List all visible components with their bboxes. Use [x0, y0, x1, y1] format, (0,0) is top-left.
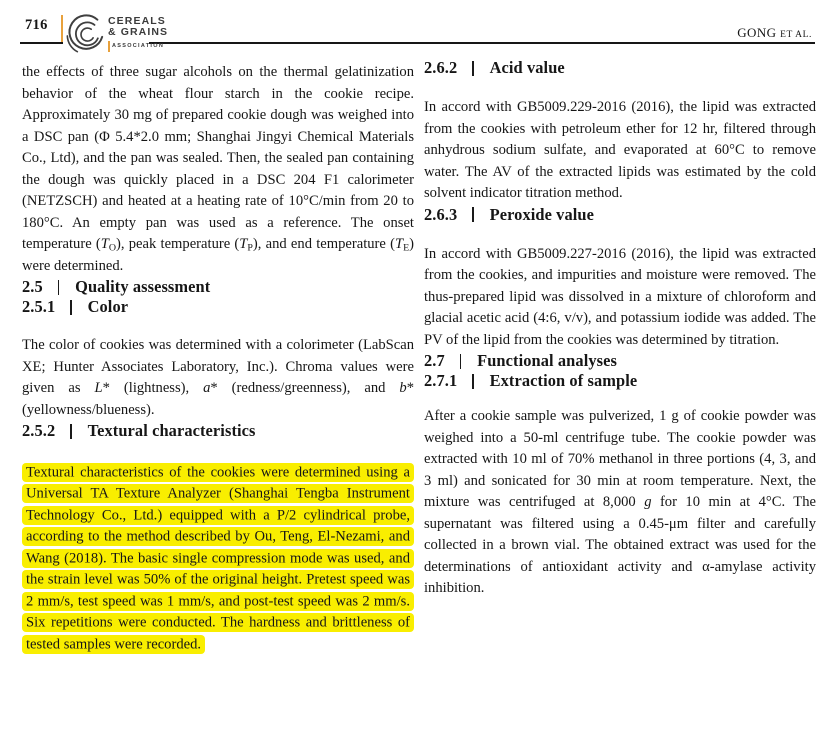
- section-number: 2.6.2: [424, 58, 458, 77]
- paragraph-extraction: After a cookie sample was pulverized, 1 g of cookie powder was weighed into a 50-ml centrifuge tube. The cookie powder was extracted with 10 ml of 70% methanol in three portions (4, 3, and 3 ml) and sonicated for 30 min at room temperature. Next, the mixture was centrifuged at 8,000 g for 10 min at 4°C. The supernatant was filtered using a 0.45-μm filter and carefully collected in a brown vial. The obtained extract was used for the determinations of antioxidant activity and α-amylase activity inhibition.: [424, 408, 816, 596]
- section-heading-2-5: [22, 277, 414, 297]
- section-heading-2-5-2: [22, 421, 414, 441]
- heading-divider: [460, 354, 461, 369]
- running-head-authors: [737, 25, 812, 41]
- section-number: 2.5.2: [22, 421, 56, 440]
- section-number: 2.7.1: [424, 371, 458, 390]
- section-number: 2.5.1: [22, 297, 56, 316]
- heading-divider: [472, 207, 473, 222]
- heading-divider: [70, 424, 71, 439]
- logo-line-association: ASSOCIATION: [108, 41, 168, 52]
- journal-logo: [64, 13, 168, 55]
- section-heading-2-7: [424, 351, 816, 371]
- paragraph-dsc-method: the effects of three sugar alcohols on the thermal gelatinization behavior of the wheat flour starch in the cookie recipe. Approximately 30 mg of prepared cookie dough was weighed into a DSC pan (Φ 5.4*2.0 mm; Shanghai Jingyi Chemical Materials Co., Ltd), and the pan was sealed. Then, the sealed pan containing the dough was quickly placed in a DSC 204 F1 calorimeter (NETZSCH) and heated at a heating rate of 10°C/min from 20 to 180°C. An empty pan was used as a reference. The onset temperature $(T_O)$, peak temperature $(T_P)$, and end temperature $(T_E)$ were determined.: [22, 64, 415, 274]
- left-column: [22, 58, 414, 656]
- heading-divider: [472, 61, 473, 76]
- highlighted-text: Textural characteristics of the cookies were determined using a Universal TA Texture Analyzer (Shanghai Tengba Instrument Technology Co., Ltd.) equipped with a P/2 cylindrical probe, according to the method described by Ou, Teng, El-Nezami, and Wang (2018). The basic single compression mode was used, and the strain level was 50% of the original height. Pretest speed was 2 mm/s, test speed was 1 mm/s, and post-test speed was 2 mm/s. Six repetitions were conducted. The hardness and brittleness of tested samples were recorded.: [22, 463, 414, 654]
- cereals-grains-swirl-icon: [64, 13, 106, 55]
- section-title: Quality assessment: [75, 277, 211, 296]
- section-heading-2-6-3: [424, 205, 816, 225]
- section-heading-2-5-1: [22, 297, 414, 317]
- heading-divider: [70, 300, 71, 315]
- right-column: [424, 58, 816, 600]
- section-heading-2-6-2: [424, 58, 816, 78]
- paragraph-texture-highlighted: [22, 462, 414, 656]
- header-rule-left: [20, 42, 63, 44]
- section-heading-2-7-1: [424, 371, 816, 391]
- section-title: Color: [87, 297, 129, 316]
- logo-line-cereals: CEREALS: [108, 15, 166, 27]
- section-number: 2.7: [424, 351, 445, 370]
- section-title: Textural characteristics: [87, 421, 256, 440]
- section-title: Functional analyses: [477, 351, 617, 370]
- logo-line-grains: & GRAINS: [108, 26, 169, 38]
- header-divider-bar: [61, 15, 63, 42]
- paragraph-acid-value: In accord with GB5009.229-2016 (2016), the lipid was extracted from the cookies with petroleum ether for 12 hr, filtered through anhydrous sodium sulfate, and evaporated at 60°C to remove water. The AV of the extracted lipids was estimated by the cold solvent indicator titration method.: [424, 99, 816, 201]
- section-number: 2.6.3: [424, 204, 458, 224]
- running-head-etal: ET AL.: [780, 30, 812, 40]
- section-title: Acid value: [489, 58, 565, 77]
- running-head-author: GONG: [737, 25, 777, 40]
- page-number: 716: [25, 17, 48, 33]
- heading-divider: [472, 374, 473, 389]
- header-rule-right: [149, 42, 815, 44]
- journal-logo-text: [108, 16, 168, 55]
- section-title: Peroxide value: [489, 204, 595, 224]
- section-title: Extraction of sample: [489, 371, 638, 390]
- paragraph-color: The color of cookies was determined with a colorimeter (LabScan XE; Hunter Associates Laboratory, Inc.). Chroma values were given as L* (lightness), a* (redness/greenness), and b* (yellowness/blueness).: [22, 337, 414, 418]
- paragraph-peroxide-value: In accord with GB5009.227-2016 (2016), the lipid was extracted from the cookies, and impurities and moisture were removed. The thus-prepared lipid was dissolved in a mixture of chloroform and glacial acetic acid (4:6, v/v), and potassium iodide was added. The PV of the lipid from the cookies was determined by titration.: [424, 245, 816, 348]
- heading-divider: [58, 280, 59, 295]
- section-number: 2.5: [22, 277, 43, 296]
